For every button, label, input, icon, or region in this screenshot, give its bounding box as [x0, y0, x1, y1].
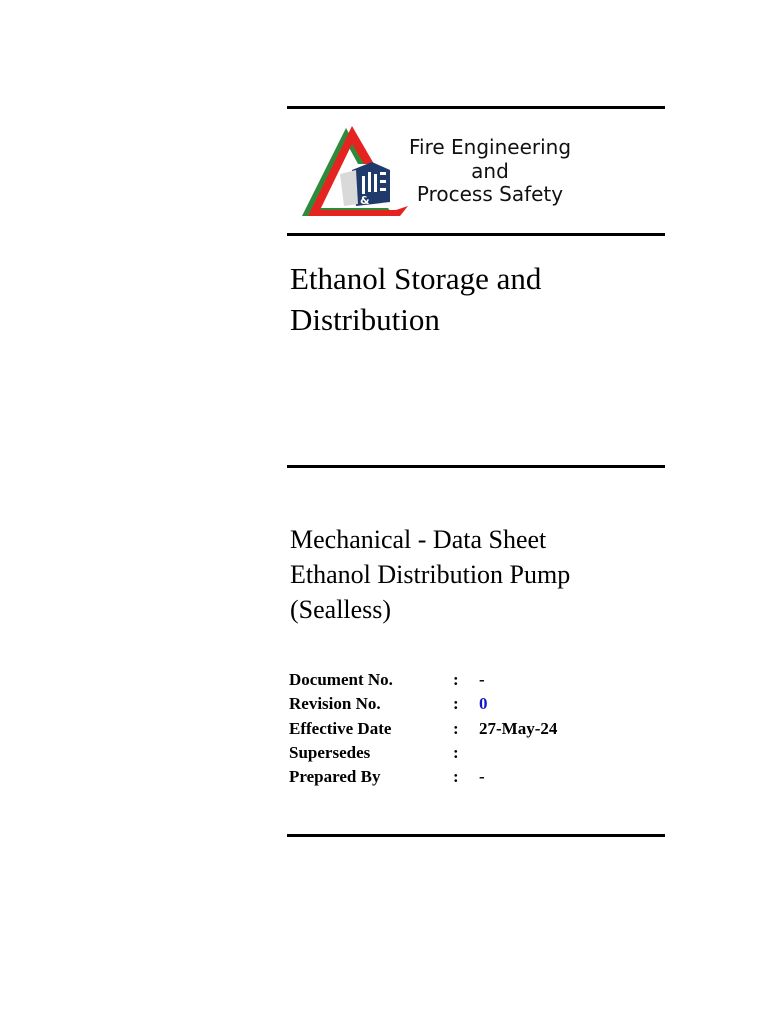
bottom-divider	[287, 834, 665, 837]
project-title	[290, 258, 670, 340]
document-title-line: Mechanical - Data Sheet	[290, 525, 547, 554]
logo-text-line: Process Safety	[416, 182, 564, 206]
meta-label: Document No.	[289, 670, 393, 689]
document-title-line: (Sealless)	[290, 595, 392, 624]
meta-row-effective-date	[289, 717, 629, 741]
svg-text:&: &	[360, 194, 370, 207]
meta-label: Supersedes	[289, 742, 371, 762]
logo-text-line: Fire Engineering	[408, 135, 572, 159]
logo-text-line: and	[471, 158, 509, 183]
document-metadata	[289, 668, 629, 789]
logo-text	[404, 136, 576, 207]
meta-value: 27-May-24	[479, 718, 558, 738]
meta-value: -	[479, 670, 485, 689]
meta-label: Prepared By	[289, 767, 381, 787]
top-divider	[287, 106, 665, 109]
meta-colon: :	[453, 694, 459, 714]
meta-row-document-no	[289, 668, 629, 692]
meta-row-prepared-by	[289, 765, 629, 789]
title-divider	[287, 465, 665, 468]
document-title-line: Ethanol Distribution Pump	[290, 560, 571, 589]
project-title-line: Ethanol Storage and	[290, 261, 542, 296]
meta-row-revision-no	[289, 692, 629, 716]
meta-row-supersedes	[289, 741, 629, 765]
meta-colon: :	[453, 767, 459, 787]
document-title	[290, 522, 670, 627]
meta-label: Revision No.	[289, 694, 381, 714]
project-title-line: Distribution	[290, 302, 440, 337]
company-logo	[298, 124, 598, 220]
meta-colon: :	[453, 718, 459, 738]
meta-colon: :	[453, 670, 459, 689]
meta-colon: :	[453, 742, 459, 762]
meta-label: Effective Date	[289, 718, 392, 738]
meta-value-revision: 0	[479, 694, 488, 714]
meta-value: -	[479, 767, 485, 787]
logo-divider	[287, 233, 665, 236]
company-logo-icon	[300, 124, 410, 220]
